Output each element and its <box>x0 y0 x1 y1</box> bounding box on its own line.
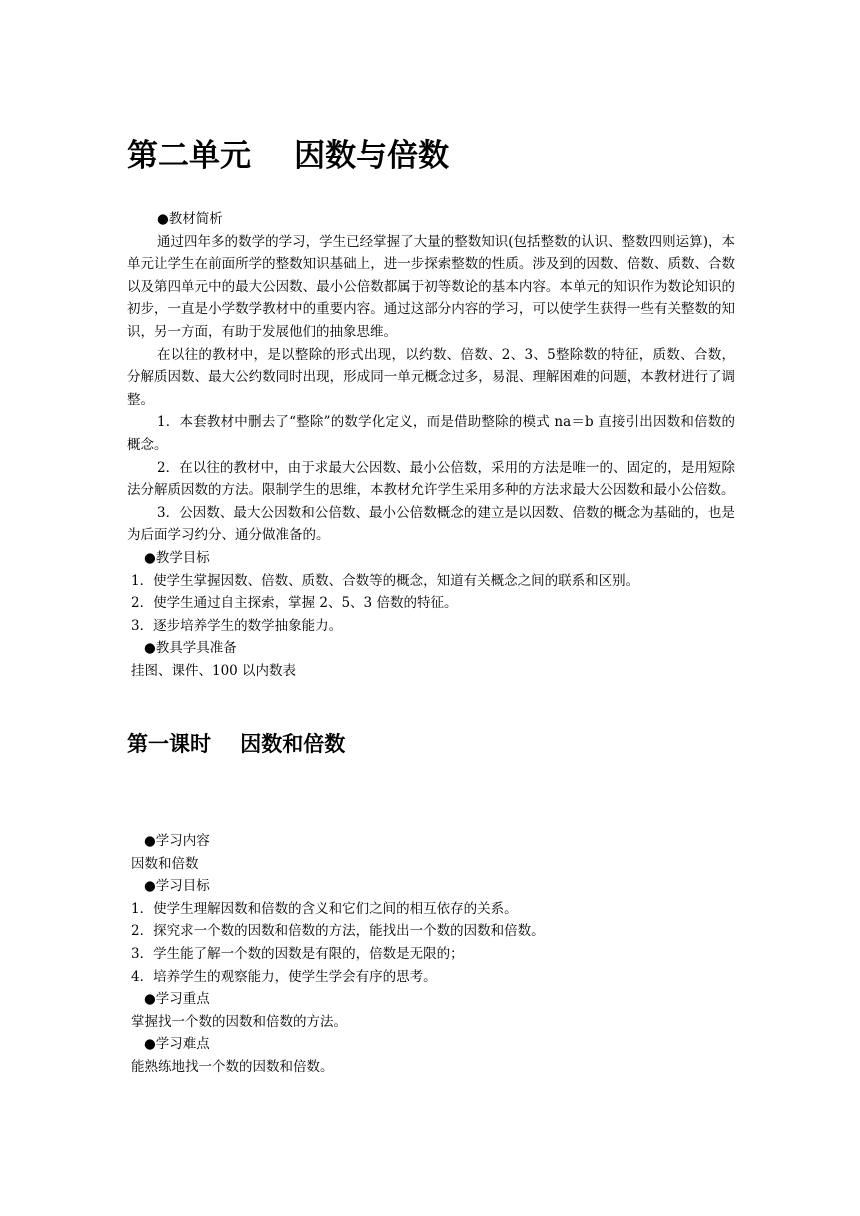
learning-goal-item: 4．培养学生的观察能力，使学生学会有序的思考。 <box>131 968 437 985</box>
content-text: 因数和倍数 <box>131 855 199 872</box>
key-point-text: 掌握找一个数的因数和倍数的方法。 <box>131 1013 347 1030</box>
difficulty-text: 能熟练地找一个数的因数和倍数。 <box>131 1058 334 1075</box>
lesson-body <box>127 830 735 1079</box>
teaching-goal-item: 1．使学生掌握因数、倍数、质数、合数等的概念，知道有关概念之间的联系和区别。 <box>131 572 640 589</box>
teaching-goal-item: 2．使学生通过自主探索，掌握 2、5、3 倍数的特征。 <box>131 595 458 612</box>
learning-goal-item: 3．学生能了解一个数的因数是有限的，倍数是无限的； <box>131 945 464 962</box>
learning-goal-item: 1．使学生理解因数和倍数的含义和它们之间的相互依存的关系。 <box>131 900 518 917</box>
teaching-goals-heading: ●教学目标 <box>144 549 210 566</box>
tools-heading: ●教具学具准备 <box>144 640 237 657</box>
learning-goals-heading: ●学习目标 <box>144 878 210 895</box>
unit-title: 第二单元 因数与倍数 <box>127 138 450 174</box>
lesson-title: 第一课时 因数和倍数 <box>127 732 346 756</box>
analysis-paragraph-5: 3．公因数、最大公因数和公倍数、最小公倍数概念的建立是以因数、倍数的概念为基础的，也是为后面学习约分、通分做准备的。 <box>127 504 735 544</box>
key-point-heading: ●学习重点 <box>144 991 210 1008</box>
content-heading: ●学习内容 <box>144 833 210 849</box>
teaching-goal-item: 3．逐步培养学生的数学抽象能力。 <box>131 617 343 634</box>
analysis-paragraph-1: 通过四年多的数学的学习，学生已经掌握了大量的整数知识(包括整数的认识、整数四则运算)，本单元让学生在前面所学的整数知识基础上，进一步探索整数的性质。涉及到的因数、倍数、质数、合数以及第四单元中的最大公因数、最小公倍数都属于初等数论的基本内容。本单元的知识作为数论知识的初步，一直是小学数学教材中的重要内容。通过这部分内容的学习，可以使学生获得一些有关整数的知识，另一方面，有助于发展他们的抽象思维。 <box>127 233 735 340</box>
analysis-heading: ●教材简析 <box>157 211 223 227</box>
difficulty-heading: ●学习难点 <box>144 1036 210 1053</box>
analysis-paragraph-3: 1．本套教材中删去了“整除”的数学化定义，而是借助整除的模式 na＝b 直接引出因数和倍数的概念。 <box>127 414 735 453</box>
unit-body <box>127 208 735 682</box>
learning-goal-item: 2．探究求一个数的因数和倍数的方法，能找出一个数的因数和倍数。 <box>131 923 545 940</box>
analysis-paragraph-4: 2．在以往的教材中，由于求最大公因数、最小公倍数，采用的方法是唯一的、固定的，是用短除法分解质因数的方法。限制学生的思维，本教材允许学生采用多种的方法求最大公因数和最小公倍数。 <box>127 459 735 499</box>
analysis-paragraph-2: 在以往的教材中，是以整除的形式出现，以约数、倍数、2、3、5整除数的特征，质数、合数，分解质因数、最大公约数同时出现，形成同一单元概念过多，易混、理解困难的问题，本教材进行了调整。 <box>127 346 735 408</box>
tools-text: 挂图、课件、100 以内数表 <box>131 662 297 679</box>
